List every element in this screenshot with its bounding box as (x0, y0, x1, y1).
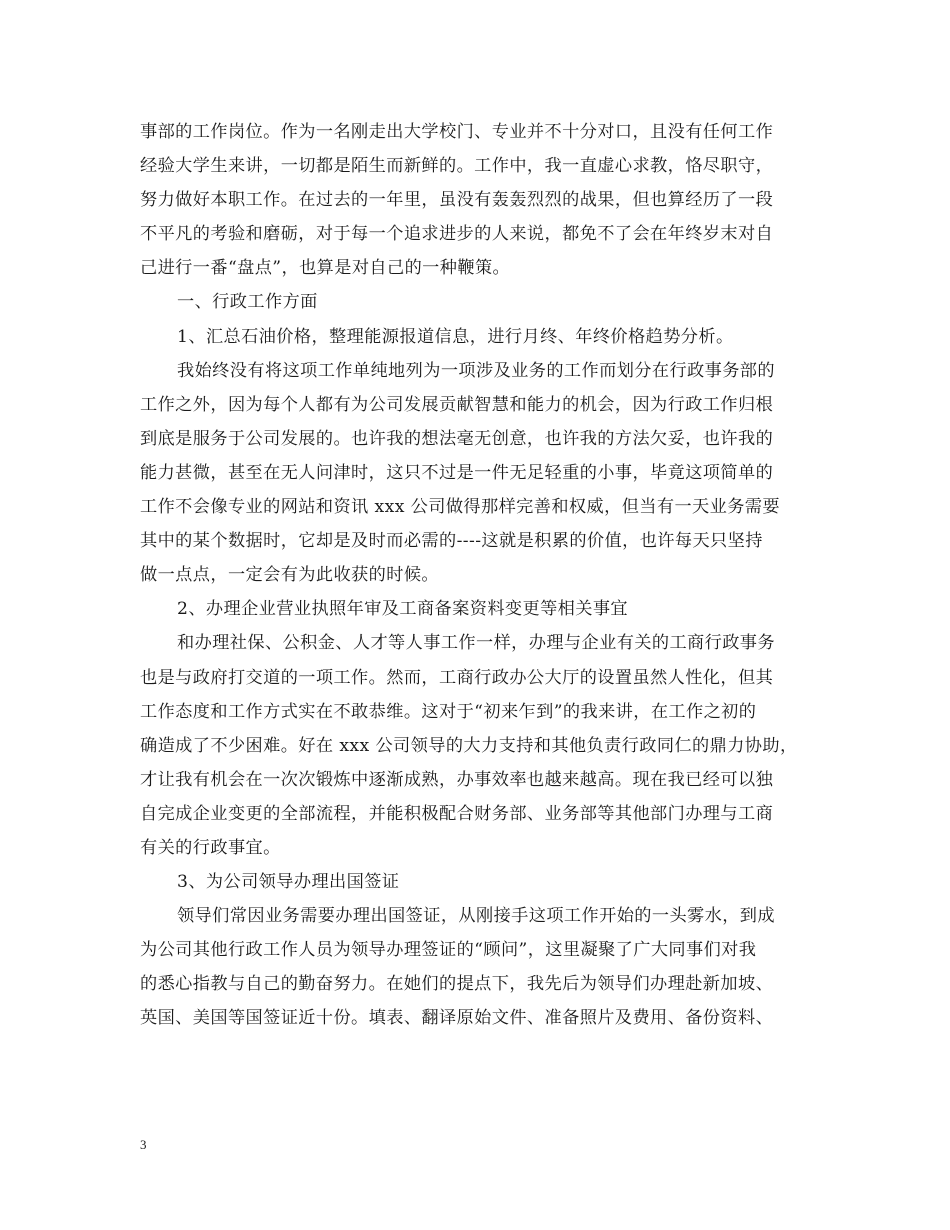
subsection-heading: 1、汇总石油价格，整理能源报道信息，进行月终、年终价格趋势分析。 (177, 326, 734, 347)
text-line: 能力甚微，甚至在无人问津时，这只不过是一件无足轻重的小事，毕竟这项简单的 (140, 462, 774, 483)
text-line: 事部的工作岗位。作为一名刚走出大学校门、专业并不十分对口，且没有任何工作 (140, 122, 774, 142)
text-line: 己进行一番“盘点”，也算是对自己的一种鞭策。 (140, 258, 511, 279)
subsection-heading: 2、办理企业营业执照年审及工商备案资料变更等相关事宜 (177, 599, 629, 620)
document-body (140, 115, 820, 1036)
text-line: 做一点点，一定会有为此收获的时候。 (140, 565, 439, 586)
text-line: 我始终没有将这项工作单纯地列为一项涉及业务的工作而划分在行政事务部的 (177, 360, 775, 381)
text-line: 为公司其他行政工作人员为领导办理签证的“顾问”，这里凝聚了广大同事们对我 (140, 940, 757, 961)
subsection-heading: 3、为公司领导办理出国签证 (177, 872, 400, 893)
text-line: 不平凡的考验和磨砺，对于每一个追求进步的人来说，都免不了会在年终岁末对自 (140, 224, 774, 245)
text-line: 确造成了不少困难。好在 xxx 公司领导的大力支持和其他负责行政同仁的鼎力协助， (140, 735, 798, 756)
text-line: 英国、美国等国签证近十份。填表、翻译原始文件、准备照片及费用、备份资料、 (140, 1008, 774, 1029)
text-line: 自完成企业变更的全部流程，并能积极配合财务部、业务部等其他部门办理与工商 (140, 803, 774, 824)
text-line: 经验大学生来讲，一切都是陌生而新鲜的。工作中，我一直虚心求教，恪尽职守， (140, 156, 774, 177)
text-line: 工作不会像专业的网站和资讯 xxx 公司做得那样完善和权威，但当有一天业务需要 (140, 497, 780, 518)
text-line: 到底是服务于公司发展的。也许我的想法毫无创意，也许我的方法欠妥，也许我的 (140, 428, 774, 449)
text-line: 也是与政府打交道的一项工作。然而，工商行政办公大厅的设置虽然人性化，但其 (140, 667, 774, 688)
text-line: 工作之外，因为每个人都有为公司发展贡献智慧和能力的机会，因为行政工作归根 (140, 394, 774, 415)
text-line: 有关的行政事宜。 (140, 837, 281, 858)
text-line: 努力做好本职工作。在过去的一年里，虽没有轰轰烈烈的战果，但也算经历了一段 (140, 190, 774, 211)
page-number: 3 (140, 1137, 147, 1152)
text-line: 其中的某个数据时，它却是及时而必需的----这就是积累的价值，也许每天只坚持 (140, 531, 763, 552)
section-heading: 一、行政工作方面 (177, 292, 318, 313)
text-line: 才让我有机会在一次次锻炼中逐渐成熟，办事效率也越来越高。现在我已经可以独 (140, 769, 774, 790)
text-line: 工作态度和工作方式实在不敢恭维。这对于“初来乍到”的我来讲，在工作之初的 (140, 701, 757, 722)
text-line: 和办理社保、公积金、人才等人事工作一样，办理与企业有关的工商行政事务 (177, 633, 775, 654)
text-line: 领导们常因业务需要办理出国签证，从刚接手这项工作开始的一头雾水，到成 (177, 906, 775, 927)
text-line: 的悉心指教与自己的勤奋努力。在她们的提点下，我先后为领导们办理赴新加坡、 (140, 974, 774, 995)
